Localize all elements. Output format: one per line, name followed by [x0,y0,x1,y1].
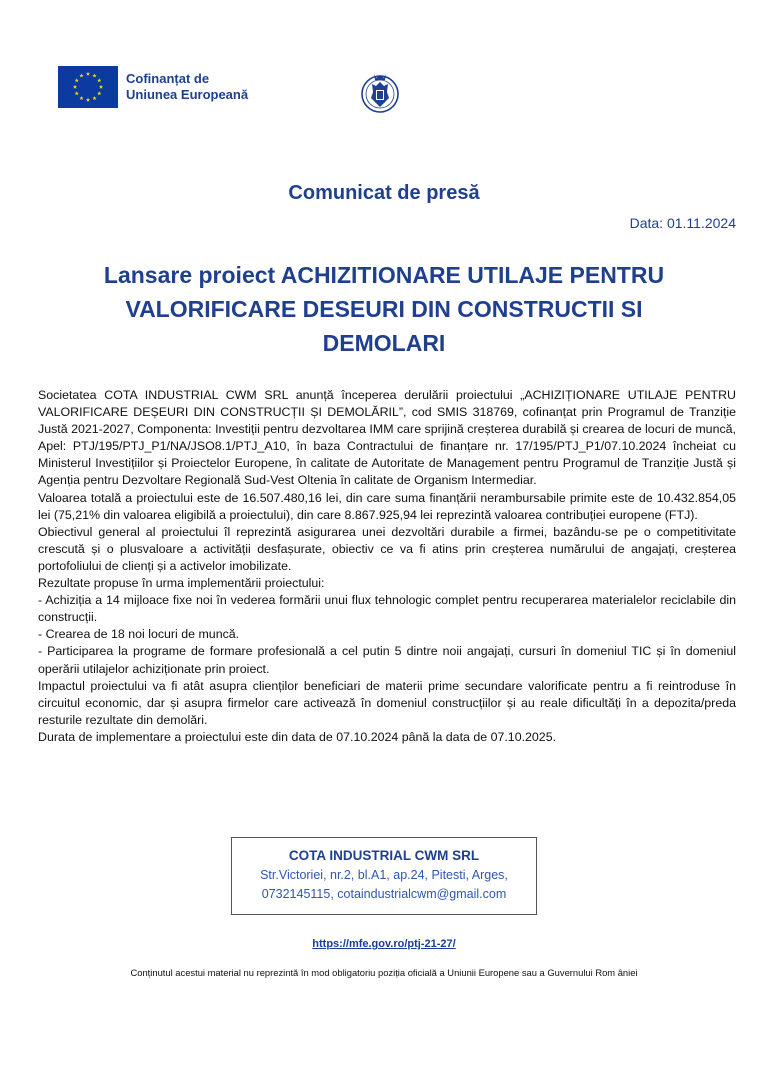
body-list-item-acquisition: - Achiziția a 14 mijloace fixe noi în vederea formării unui flux tehnologic complet pentru recuperarea materialelor reciclabile din construcții. [38,593,736,625]
headline-line-2: VALORIFICARE DESEURI DIN CONSTRUCTII SI [125,296,643,322]
press-release-date: Data: 01.11.2024 [629,215,736,231]
project-headline [60,258,708,360]
headline-line-1: Lansare proiect ACHIZITIONARE UTILAJE PENTRU [103,262,665,288]
contact-phone-email[interactable]: 0732145115, cotaindustrialcwm@gmail.com [261,887,507,901]
body-paragraph-project-value: Valoarea totală a proiectului este de 16.507.480,16 lei, din care suma finanțării nerambursabile primite este de 10.432.854,05 lei (75,21% din valoarea eligibilă a proiectului), din care 8.867.925,94 lei reprezintă valoarea contribuției europene (FTJ). [38,490,736,522]
contact-box [231,837,537,915]
body-paragraph-objective: Obiectivul general al proiectului îl reprezintă asigurarea unei dezvoltări durabile a firmei, bazându-se pe o competitivitate crescută și o plusvaloare a activității desfașurate, obiectiv ce va fi atins prin creșterea numărului de angajați, creșterea portofoliului de clienți și a activelor imobilizate. [38,524,736,573]
program-website-link[interactable]: https://mfe.gov.ro/ptj-21-27/ [312,938,456,950]
eu-text-line1: Cofinanțat de [126,71,210,86]
body-list-item-jobs: - Crearea de 18 noi locuri de muncă. [38,627,240,642]
body-paragraph-project-intro: Societatea COTA INDUSTRIAL CWM SRL anunță începerea derulării proiectului „ACHIZIȚIONARE UTILAJE PENTRU VALORIFICARE DEȘEURI DIN CONSTRUCȚII ȘI DEMOLĂRIL”, cod SMIS 318769, cofinanțat prin Programul de Tranziție Justă 2021-2027, Componenta: Investiții pentru dezvoltarea IMM care sprijină creșterea durabilă și crearea de locuri de muncă, Apel: PTJ/195/PTJ_P1/NA/JSO8.1/PTJ_A10, în baza Contractului de finanțare nr. 17/195/PTJ_P1/07.10.2024 încheiat cu Ministerul Investițiilor și Proiectelor Europene, în calitate de Autoritate de Management pentru Programul de Tranziție Justă și Agenția pentru Dezvoltare Regională Sud-Vest Oltenia în calitate de Organism Intermediar. [38,388,736,488]
body-list-item-training: - Participarea la programe de formare profesională a cel putin 5 dintre noii angajați, cursuri în domeniul TIC și în domeniul operării utilajelor achiziționate prin proiect. [38,644,736,676]
body-paragraph-duration: Durata de implementare a proiectului este din data de 07.10.2024 până la data de 07.10.2025. [38,729,557,744]
eu-flag-icon [58,66,118,108]
eu-disclaimer: Conținutul acestui material nu reprezintă în mod obligatoriu poziția oficială a Uniunii Europene sau a Guvernului Rom âniei [130,967,638,978]
press-release-body [38,387,736,746]
body-paragraph-impact: Impactul proiectului va fi atât asupra clienților beneficiari de materii prime secundare valorificate pentru a fi reintroduse în circuitul economic, dar și asupra firmelor care activează în domeniul construcțiilor și au reale dificultăți în a depozita/preda resturile rezultate din demolări. [38,678,736,727]
body-paragraph-results-heading: Rezultate propuse în urma implementării proiectului: [38,576,325,591]
romanian-government-crest-icon [360,70,400,116]
press-release-title: Comunicat de presă [288,182,480,204]
headline-line-3: DEMOLARI [322,330,446,356]
eu-cofinancing-text [126,71,248,103]
contact-company-name: COTA INDUSTRIAL CWM SRL [288,848,480,863]
contact-address: Str.Victoriei, nr.2, bl.A1, ap.24, Pitesti, Arges, [260,868,508,882]
eu-cofinancing-logo [58,66,248,108]
eu-text-line2: Uniunea Europeană [126,87,249,102]
